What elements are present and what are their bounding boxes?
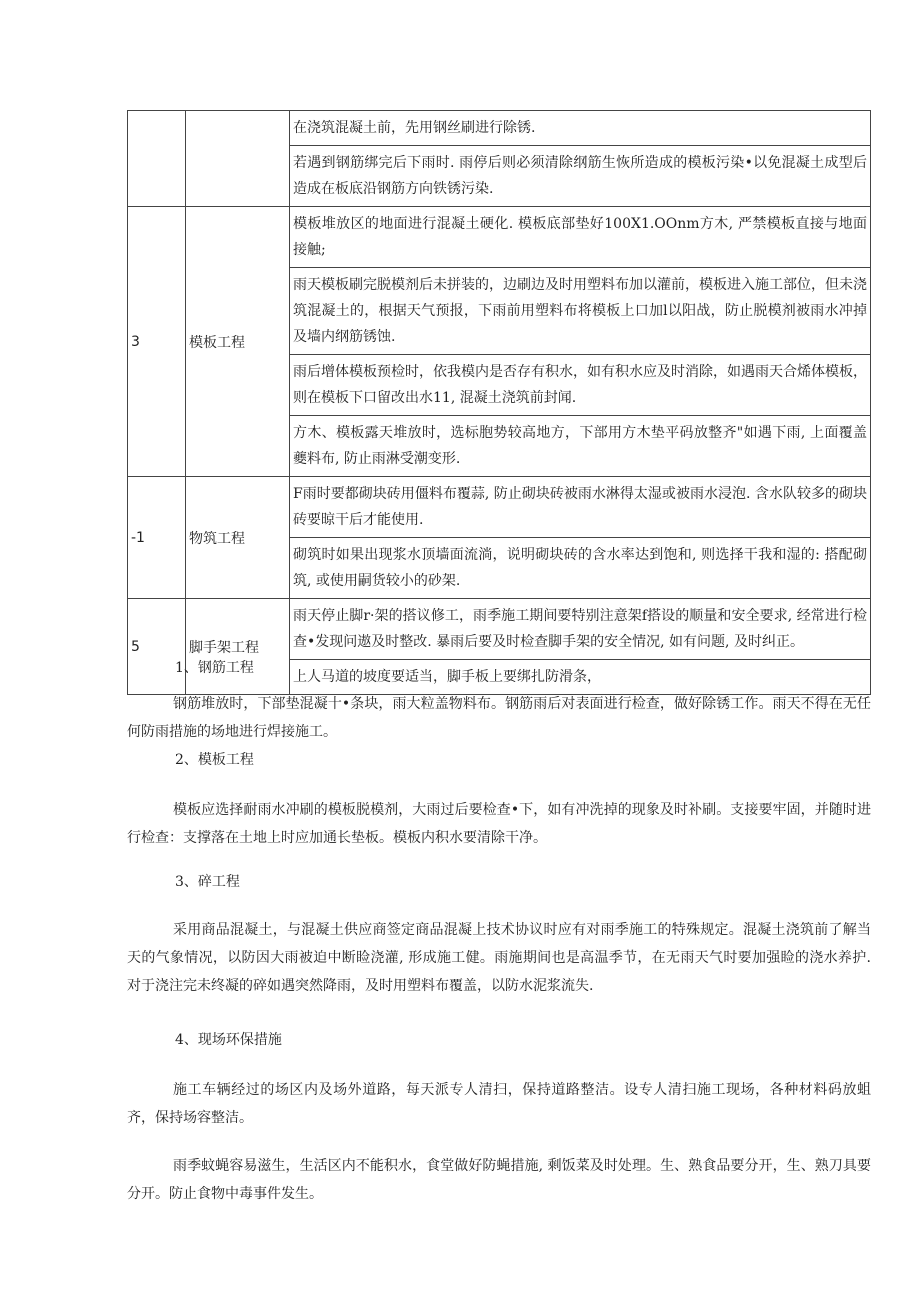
row-number	[128, 111, 186, 207]
table-row	[128, 599, 871, 660]
table-row	[128, 207, 871, 268]
section-heading: 3、碎工程	[175, 874, 240, 890]
section-paragraph: 模板应选择耐雨水冲刷的模板脱模剂，大雨过后要检查•下，如有冲洗掉的现象及时补刷。支接要牢固，并随时进行检查：支撑落在土地上时应加通长垫板。模板内积水要清除干净。	[127, 802, 871, 846]
section-heading: 4、现场环保措施	[175, 1032, 282, 1048]
table-row	[128, 477, 871, 538]
row-number: 3	[128, 207, 186, 477]
work-category	[186, 111, 290, 207]
work-category: 脚手架工程	[186, 599, 290, 695]
measure-text: 雨天模板刷完脱模剂后未拼装的，边刷边及时用塑料布加以灌前，模板进入施工部位，但未浇筑混凝土的，根据天气预报，下雨前用塑料布将模板上口加l以阳战，防止脱模剂被雨水冲掉及墙内纲筋锈蚀.	[290, 268, 871, 355]
section-heading: 2、模板工程	[175, 752, 254, 768]
measure-text: 模板堆放区的地面进行混凝土硬化. 模板底部垫好100X1.OOnm方木, 严禁模板直接与地面接触;	[290, 207, 871, 268]
section-paragraph: 雨季蚊蝇容易滋生，生活区内不能积水，食堂做好防蝇措施, 剩饭菜及时处理。生、熟食品要分开，生、熟刀具要分开。防止食物中毒事件发生。	[127, 1158, 871, 1202]
measure-text: 上人马道的坡度要适当，脚手板上要绑扎防滑条，	[290, 660, 871, 695]
section-heading: 1、钢筋工程	[175, 660, 254, 676]
measure-text: 砌筑时如果出现浆水顶墙面流淌，说明砌块砖的含水率达到饱和, 则选择干我和湿的: 搭配砌筑, 或使用嗣货较小的砂架.	[290, 538, 871, 599]
row-number: -1	[128, 477, 186, 599]
measure-text: 若遇到钢筋绑完后下雨时. 雨停后则必须清除纲筋生恢所造成的模板污染•以免混凝土成型后造成在板底沿钢筋方向铁锈污染.	[290, 146, 871, 207]
measure-text: F雨时要都砌块砖用僵料布覆蒜, 防止砌块砖被雨水淋得太湿或被雨水浸泡. 含水队较多的砌块砖要晾干后才能使用.	[290, 477, 871, 538]
table-row	[128, 111, 871, 146]
section-paragraph: 钢筋堆放时，下部垫混凝十•条块，雨大粒盖物料布。钢筋雨后对表面进行检查，做好除锈工作。雨天不得在无任何防雨措施的场地进行焊接施工。	[127, 696, 871, 740]
section-paragraph: 采用商品混凝土，与混凝土供应商签定商品混凝上技术协议时应有对雨季施工的特殊规定。混凝土浇筑前了解当天的气象情况，以防因大雨被迫中断睑浇灌, 形成施工健。雨施期间也是高温季节，在无雨天气时要加强睑的浇水养护. 对于浇注完未终凝的碎如遇突然降雨，及时用塑料布覆盖，以防水泥浆流失.	[127, 922, 871, 994]
row-number: 5	[128, 599, 186, 695]
section-paragraph: 施工车辆经过的场区内及场外道路，每天派专人清扫，保持道路整洁。设专人清扫施工现场，各种材料码放蛆齐，保持场容整洁。	[127, 1082, 871, 1126]
measure-text: 雨后增体模板预检时，依我模内是否存有积水，如有积水应及时消除，如遇雨天合烯体模板，则在模板下口留改出水11, 混凝土浇筑前封闻.	[290, 355, 871, 416]
measure-text: 方木、模板露天堆放时，选标胞势较高地方，下部用方木垫平码放整齐"如遇下雨, 上面覆盖夔料布, 防止雨淋受潮变形.	[290, 416, 871, 477]
measure-text: 在浇筑混凝土前，先用钢丝刷进行除锈.	[290, 111, 871, 146]
construction-measures-table	[127, 110, 871, 695]
work-category: 物筑工程	[186, 477, 290, 599]
work-category: 模板工程	[186, 207, 290, 477]
measure-text: 雨天停止脚r·架的搭议修工，雨季施工期间要特别注意架f搭设的顺量和安全要求, 经常进行检查•发现问遨及时整改. 暴雨后要及时检查脚手架的安全情况, 如有问题, 及时纠正。	[290, 599, 871, 660]
